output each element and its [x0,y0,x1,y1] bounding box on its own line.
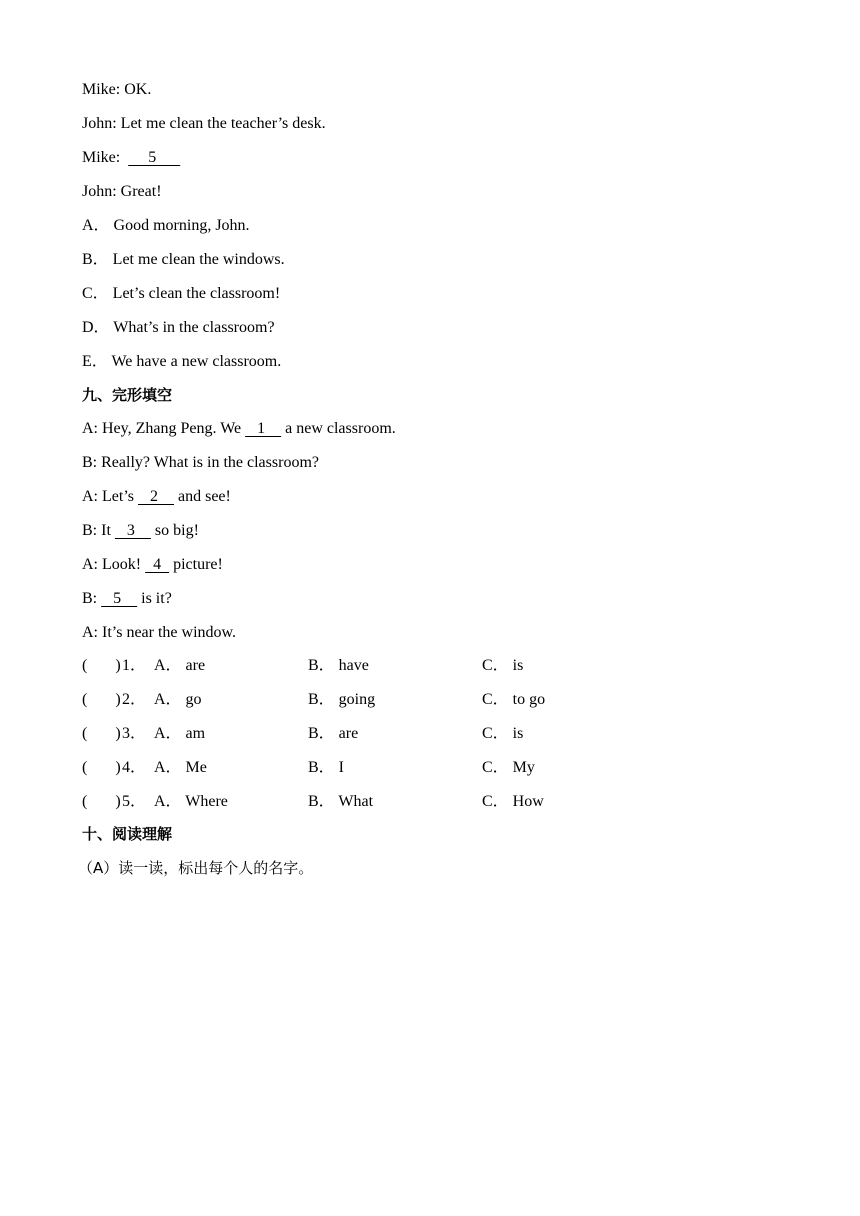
choice-b: B． going [308,691,376,708]
cloze-text: a new classroom. [281,420,396,437]
cloze-blank-2: 2 [138,488,174,505]
choice-c: C． is [482,657,524,674]
cloze-text: B: [82,590,102,607]
question-row-3 [82,724,682,744]
choice-a: A． Me [154,759,207,776]
dialogue-line-3 [82,148,180,168]
answer-paren[interactable]: ( ) [82,759,121,776]
question-number: 4． [122,759,147,776]
choice-a: A． are [154,657,206,674]
cloze-text: and see! [174,488,231,505]
question-row-1 [82,656,682,676]
question-number: 5． [122,793,147,810]
cloze-line-1 [82,419,396,439]
choice-b: B． have [308,657,369,674]
option-d: D． What’s in the classroom? [82,319,275,336]
choice-b: B． I [308,759,345,776]
cloze-text: picture! [169,556,223,573]
choice-c: C． How [482,793,544,810]
answer-blank-5: 5 [128,149,181,166]
cloze-blank-4: 4 [145,556,170,573]
choice-c: C． to go [482,691,546,708]
speaker-label: Mike: [82,149,121,166]
cloze-line-6 [82,589,172,609]
cloze-text: so big! [150,522,199,539]
cloze-blank-5: 5 [101,590,138,607]
section-10-title: 十、阅读理解 [82,825,173,843]
option-c: C． Let’s clean the classroom! [82,285,281,302]
option-b: B． Let me clean the windows. [82,251,285,268]
dialogue-line-1: Mike: OK. [82,81,152,98]
question-number: 1． [122,657,147,674]
cloze-text: A: It’s near the window. [82,624,237,641]
cloze-text: A: Hey, Zhang Peng. We [82,420,246,437]
answer-paren[interactable]: ( ) [82,725,121,742]
cloze-blank-1: 1 [245,420,282,437]
cloze-blank-3: 3 [114,522,151,539]
choice-a: A． Where [154,793,228,810]
question-number: 2． [122,691,147,708]
choice-a: A． am [154,725,206,742]
cloze-line-4 [82,521,199,541]
question-row-5 [82,792,682,812]
cloze-line-3 [82,487,231,507]
choice-b: B． What [308,793,374,810]
question-row-4 [82,758,682,778]
dialogue-line-2: John: Let me clean the teacher’s desk. [82,115,326,132]
dialogue-line-4: John: Great! [82,183,162,200]
answer-paren[interactable]: ( ) [82,793,121,810]
question-row-2 [82,690,682,710]
cloze-line-5 [82,555,223,575]
cloze-line-2 [82,453,319,473]
cloze-line-7 [82,623,236,643]
answer-paren[interactable]: ( ) [82,691,121,708]
option-e: E． We have a new classroom. [82,353,282,370]
question-number: 3． [122,725,147,742]
section-9-title: 九、完形填空 [82,386,173,404]
choice-a: A． go [154,691,202,708]
choice-c: C． My [482,759,535,776]
section-10-instruction: （A）读一读，标出每个人的名字。 [78,859,314,877]
cloze-text: is it? [137,590,172,607]
answer-paren[interactable]: ( ) [82,657,121,674]
cloze-text: B: Really? What is in the classroom? [82,454,319,471]
cloze-text: B: It [82,522,115,539]
choice-c: C． is [482,725,524,742]
choice-b: B． are [308,725,359,742]
cloze-text: A: Let’s [82,488,138,505]
option-a: A． Good morning, John. [82,217,250,234]
cloze-text: A: Look! [82,556,146,573]
